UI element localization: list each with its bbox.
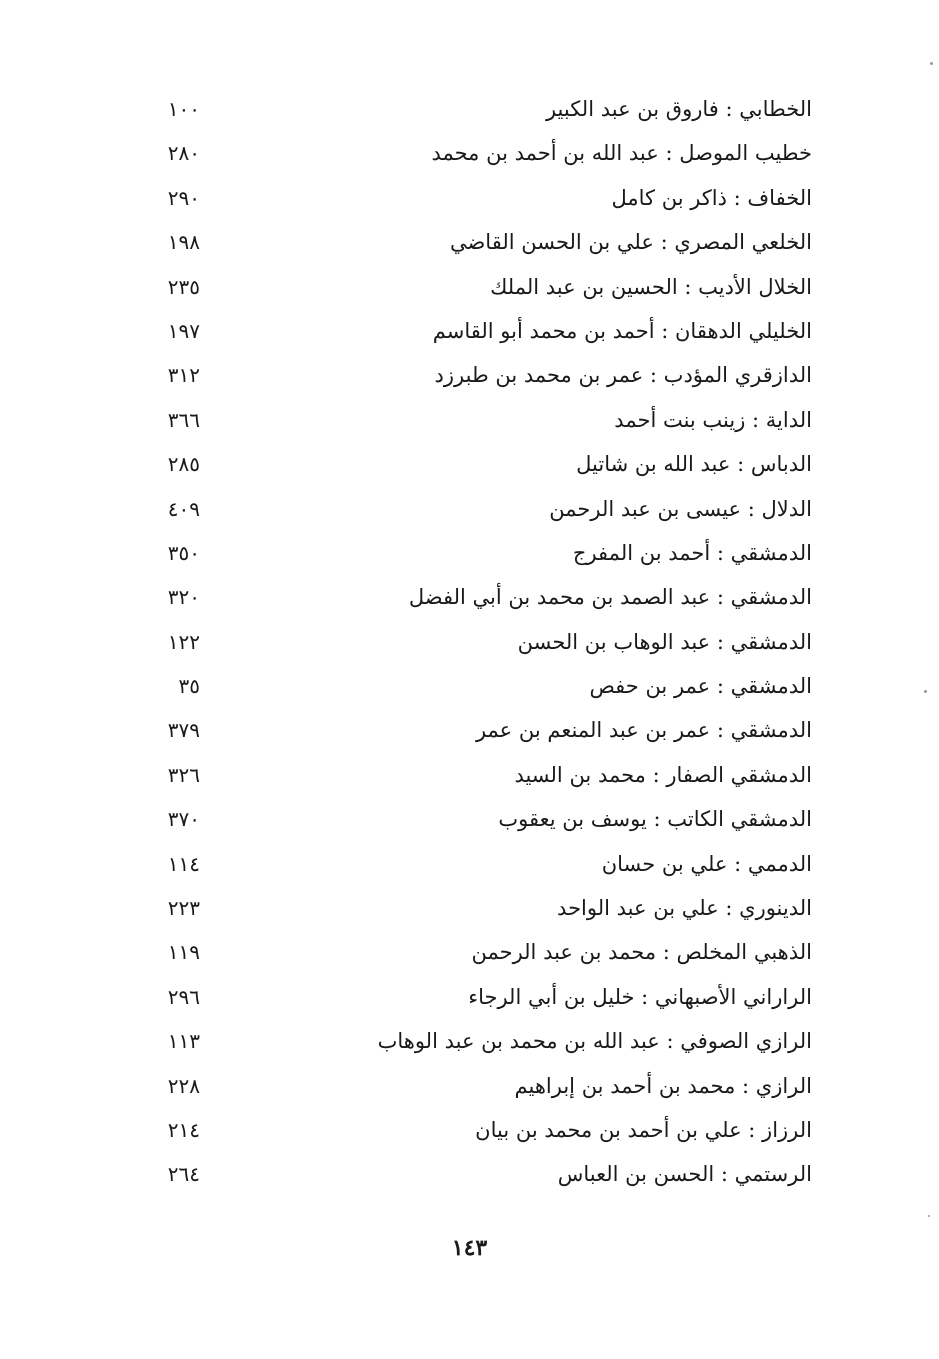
index-entry	[140, 443, 812, 487]
entry-page-ref: ١١٤	[167, 851, 200, 876]
entry-page-ref: ٤٠٩	[167, 496, 200, 521]
entry-page-ref: ٣٧٠	[167, 807, 200, 832]
entry-name: الدمشقي : عبد الوهاب بن الحسن	[517, 629, 812, 654]
entry-name: الدمشقي : أحمد بن المفرج	[572, 540, 812, 565]
index-entry	[140, 754, 812, 798]
index-entry	[140, 532, 812, 576]
index-entry	[140, 1109, 812, 1153]
index-entry	[140, 887, 812, 931]
entry-page-ref: ٢٦٤	[167, 1162, 200, 1187]
entry-page-ref: ٢٢٨	[167, 1073, 200, 1098]
entry-name: الدلال : عيسى بن عبد الرحمن	[549, 496, 812, 521]
index-entry	[140, 1065, 812, 1109]
entry-name: الخفاف : ذاكر بن كامل	[611, 185, 812, 210]
entry-name: الرستمي : الحسن بن العباس	[557, 1162, 812, 1187]
index-entry	[140, 798, 812, 842]
entry-name: خطيب الموصل : عبد الله بن أحمد بن محمد	[431, 141, 812, 166]
entry-page-ref: ٣٧٩	[167, 718, 200, 743]
entry-name: الرزاز : علي بن أحمد بن محمد بن بيان	[475, 1117, 812, 1142]
scan-speck	[924, 690, 927, 693]
entry-name: الدممي : علي بن حسان	[601, 851, 812, 876]
index-list	[140, 88, 812, 1198]
entry-name: الذهبي المخلص : محمد بن عبد الرحمن	[471, 940, 812, 965]
entry-name: الداية : زينب بنت أحمد	[614, 407, 812, 432]
entry-page-ref: ٢٩٠	[167, 185, 200, 210]
entry-name: الراراني الأصبهاني : خليل بن أبي الرجاء	[468, 984, 812, 1009]
entry-name: الدينوري : علي بن عبد الواحد	[557, 896, 812, 921]
entry-page-ref: ٣٦٦	[167, 407, 200, 432]
index-entry	[140, 576, 812, 620]
index-entry	[140, 1153, 812, 1197]
index-entry	[140, 931, 812, 975]
index-entry	[140, 88, 812, 132]
entry-name: الدمشقي الصفار : محمد بن السيد	[514, 762, 812, 787]
entry-page-ref: ١٩٨	[167, 230, 200, 255]
entry-page-ref: ٢١٤	[167, 1117, 200, 1142]
index-entry	[140, 843, 812, 887]
entry-page-ref: ٣١٢	[167, 363, 200, 388]
entry-name: الخطابي : فاروق بن عبد الكبير	[545, 97, 812, 121]
entry-page-ref: ١٢٢	[167, 629, 200, 654]
index-entry	[140, 310, 812, 354]
entry-page-ref: ١١٩	[167, 940, 200, 965]
index-entry	[140, 399, 812, 443]
entry-name: الرازي : محمد بن أحمد بن إبراهيم	[514, 1073, 812, 1098]
entry-name: الدمشقي : عمر بن عبد المنعم بن عمر	[475, 718, 812, 743]
entry-name: الدمشقي : عمر بن حفص	[589, 674, 812, 699]
entry-page-ref: ٢٨٠	[167, 141, 200, 166]
entry-page-ref: ٢٨٥	[167, 452, 200, 477]
entry-page-ref: ١٩٧	[167, 318, 200, 343]
entry-name: الدباس : عبد الله بن شاتيل	[576, 452, 812, 477]
index-entry	[140, 354, 812, 398]
page-number: ١٤٣	[451, 1235, 488, 1261]
entry-page-ref: ٢٣٥	[167, 274, 200, 299]
entry-name: الرازي الصوفي : عبد الله بن محمد بن عبد الوهاب	[377, 1029, 812, 1054]
index-entry	[140, 132, 812, 176]
index-entry	[140, 709, 812, 753]
entry-page-ref: ٣٢٦	[167, 762, 200, 787]
index-entry	[140, 221, 812, 265]
index-entry	[140, 1020, 812, 1064]
index-entry	[140, 665, 812, 709]
entry-name: الدازقري المؤدب : عمر بن محمد بن طبرزد	[434, 363, 812, 388]
scan-speck	[928, 1215, 930, 1217]
entry-page-ref: ٣٥٠	[167, 540, 200, 565]
index-entry	[140, 488, 812, 532]
entry-name: الخليلي الدهقان : أحمد بن محمد أبو القاسم	[432, 318, 812, 343]
entry-page-ref: ٣٢٠	[167, 585, 200, 610]
index-entry	[140, 177, 812, 221]
index-entry	[140, 266, 812, 310]
entry-page-ref: ٢٩٦	[167, 984, 200, 1009]
scan-speck	[930, 62, 933, 65]
entry-page-ref: ٣٥	[178, 674, 200, 699]
entry-page-ref: ١٠٠	[167, 97, 200, 121]
entry-name: الدمشقي : عبد الصمد بن محمد بن أبي الفضل	[408, 585, 812, 610]
entry-page-ref: ١١٣	[167, 1029, 200, 1054]
index-entry	[140, 621, 812, 665]
entry-name: الخلال الأديب : الحسين بن عبد الملك	[490, 274, 812, 299]
entry-page-ref: ٢٢٣	[167, 896, 200, 921]
entry-name: الخلعي المصري : علي بن الحسن القاضي	[449, 230, 812, 255]
index-entry	[140, 976, 812, 1020]
entry-name: الدمشقي الكاتب : يوسف بن يعقوب	[498, 807, 812, 832]
